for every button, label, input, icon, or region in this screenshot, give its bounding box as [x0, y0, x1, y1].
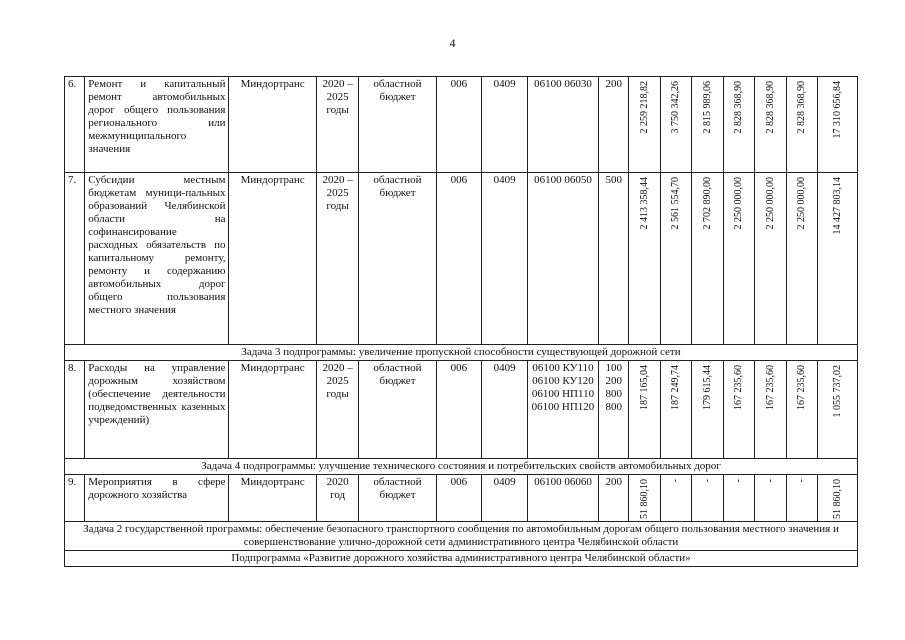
period: 2020 – 2025 годы — [316, 77, 359, 173]
total-amount-cell — [818, 173, 858, 345]
year-amount: - — [733, 479, 745, 483]
responsible-org: Миндортранс — [229, 173, 316, 345]
year-amount: 187 249,74 — [670, 365, 682, 410]
year-amount-cell — [723, 475, 754, 522]
section-code: 0409 — [482, 475, 528, 522]
row-number: 6. — [65, 77, 85, 173]
year-amount: 2 250 000,00 — [764, 177, 776, 230]
year-amount: 167 235,60 — [733, 365, 745, 410]
target-article: 06100 КУ110 06100 КУ120 06100 НП110 06100 НП120 — [527, 361, 598, 459]
year-amount-cell — [755, 475, 786, 522]
year-amount-cell — [692, 361, 723, 459]
measure-name: Расходы на управление дорожным хозяйством (обеспечение деятельности подведомственных казенных учреждений) — [85, 361, 229, 459]
budget-code: 006 — [436, 77, 482, 173]
year-amount: - — [670, 479, 682, 483]
total-amount: 14 427 803,14 — [831, 177, 843, 235]
year-amount: 2 702 890,00 — [701, 177, 713, 230]
year-amount-cell — [692, 475, 723, 522]
total-amount-cell — [818, 77, 858, 173]
task3-heading: Задача 3 подпрограммы: увеличение пропускной способности существующей дорожной сети — [65, 345, 858, 361]
year-amount-cell — [786, 77, 817, 173]
year-amount-cell — [755, 361, 786, 459]
task-heading-row — [65, 459, 858, 475]
funding-source: областной бюджет — [359, 361, 436, 459]
year-amount: 2 413 358,44 — [638, 177, 650, 230]
responsible-org: Миндортранс — [229, 77, 316, 173]
measure-name: Субсидии местным бюджетам муници-пальных образований Челябинской области на софинансирование расходных обязательств по капитальному ремонту, ремонту и содержанию автомобильных дорог общего пользования местного значения — [85, 173, 229, 345]
measure-name: Мероприятия в сфере дорожного хозяйства — [85, 475, 229, 522]
year-amount-cell — [629, 77, 660, 173]
year-amount-cell — [660, 475, 691, 522]
funding-source: областной бюджет — [359, 475, 436, 522]
total-amount: 17 310 656,84 — [831, 81, 843, 139]
budget-code: 006 — [436, 475, 482, 522]
year-amount: - — [701, 479, 713, 483]
year-amount: 167 235,60 — [764, 365, 776, 410]
expense-type: 100 200 800 800 — [599, 361, 629, 459]
year-amount-cell — [786, 475, 817, 522]
year-amount-cell — [629, 173, 660, 345]
year-amount: 3 750 342,26 — [670, 81, 682, 134]
year-amount: 187 165,04 — [638, 365, 650, 410]
task-heading-row — [65, 522, 858, 551]
target-article: 06100 06030 — [527, 77, 598, 173]
total-amount-cell — [818, 361, 858, 459]
year-amount: 2 561 554,70 — [670, 177, 682, 230]
year-amount-cell — [755, 77, 786, 173]
total-amount-cell — [818, 475, 858, 522]
section-code: 0409 — [482, 77, 528, 173]
year-amount: - — [796, 479, 808, 483]
expense-type: 500 — [599, 173, 629, 345]
table-row — [65, 173, 858, 345]
budget-code: 006 — [436, 173, 482, 345]
table-row — [65, 475, 858, 522]
section-code: 0409 — [482, 173, 528, 345]
measure-name: Ремонт и капитальный ремонт автомобильных дорог общего пользования регионального или межмуниципального значения — [85, 77, 229, 173]
total-amount: 51 860,10 — [831, 479, 843, 519]
year-amount-cell — [660, 77, 691, 173]
year-amount: - — [764, 479, 776, 483]
subprogram-heading: Подпрограмма «Развитие дорожного хозяйства административного центра Челябинской области» — [65, 551, 858, 567]
year-amount-cell — [723, 361, 754, 459]
target-article: 06100 06050 — [527, 173, 598, 345]
task4-heading: Задача 4 подпрограммы: улучшение технического состояния и потребительских свойств автомобильных дорог — [65, 459, 858, 475]
year-amount: 179 615,44 — [701, 365, 713, 410]
responsible-org: Миндортранс — [229, 361, 316, 459]
year-amount: 2 828 368,90 — [796, 81, 808, 134]
funding-source: областной бюджет — [359, 173, 436, 345]
expense-type: 200 — [599, 77, 629, 173]
row-number: 7. — [65, 173, 85, 345]
page-number: 4 — [449, 36, 456, 50]
year-amount-cell — [723, 173, 754, 345]
funding-source: областной бюджет — [359, 77, 436, 173]
row-number: 9. — [65, 475, 85, 522]
year-amount-cell — [629, 475, 660, 522]
year-amount-cell — [723, 77, 754, 173]
budget-code: 006 — [436, 361, 482, 459]
year-amount: 2 815 989,06 — [701, 81, 713, 134]
period: 2020 – 2025 годы — [316, 361, 359, 459]
year-amount: 2 828 368,90 — [733, 81, 745, 134]
responsible-org: Миндортранс — [229, 475, 316, 522]
table-row — [65, 361, 858, 459]
target-article: 06100 06060 — [527, 475, 598, 522]
year-amount-cell — [629, 361, 660, 459]
task-heading-row — [65, 345, 858, 361]
year-amount-cell — [660, 361, 691, 459]
program-table — [64, 76, 858, 567]
year-amount-cell — [692, 77, 723, 173]
total-amount: 1 055 737,02 — [831, 365, 843, 418]
state-task2-heading: Задача 2 государственной программы: обеспечение безопасного транспортного сообщения по автомобильным дорогам общего пользования местного значения и совершенствование улично-дорожной сети административного центра Челябинской области — [65, 522, 858, 551]
year-amount: 51 860,10 — [638, 479, 650, 519]
year-amount: 2 250 000,00 — [796, 177, 808, 230]
year-amount: 2 259 218,82 — [638, 81, 650, 134]
task-heading-row — [65, 551, 858, 567]
year-amount-cell — [692, 173, 723, 345]
period: 2020 год — [316, 475, 359, 522]
expense-type: 200 — [599, 475, 629, 522]
period: 2020 – 2025 годы — [316, 173, 359, 345]
table-row — [65, 77, 858, 173]
year-amount-cell — [755, 173, 786, 345]
section-code: 0409 — [482, 361, 528, 459]
year-amount-cell — [786, 361, 817, 459]
year-amount-cell — [660, 173, 691, 345]
year-amount: 2 828 368,90 — [764, 81, 776, 134]
year-amount: 2 250 000,00 — [733, 177, 745, 230]
year-amount: 167 235,60 — [796, 365, 808, 410]
row-number: 8. — [65, 361, 85, 459]
year-amount-cell — [786, 173, 817, 345]
